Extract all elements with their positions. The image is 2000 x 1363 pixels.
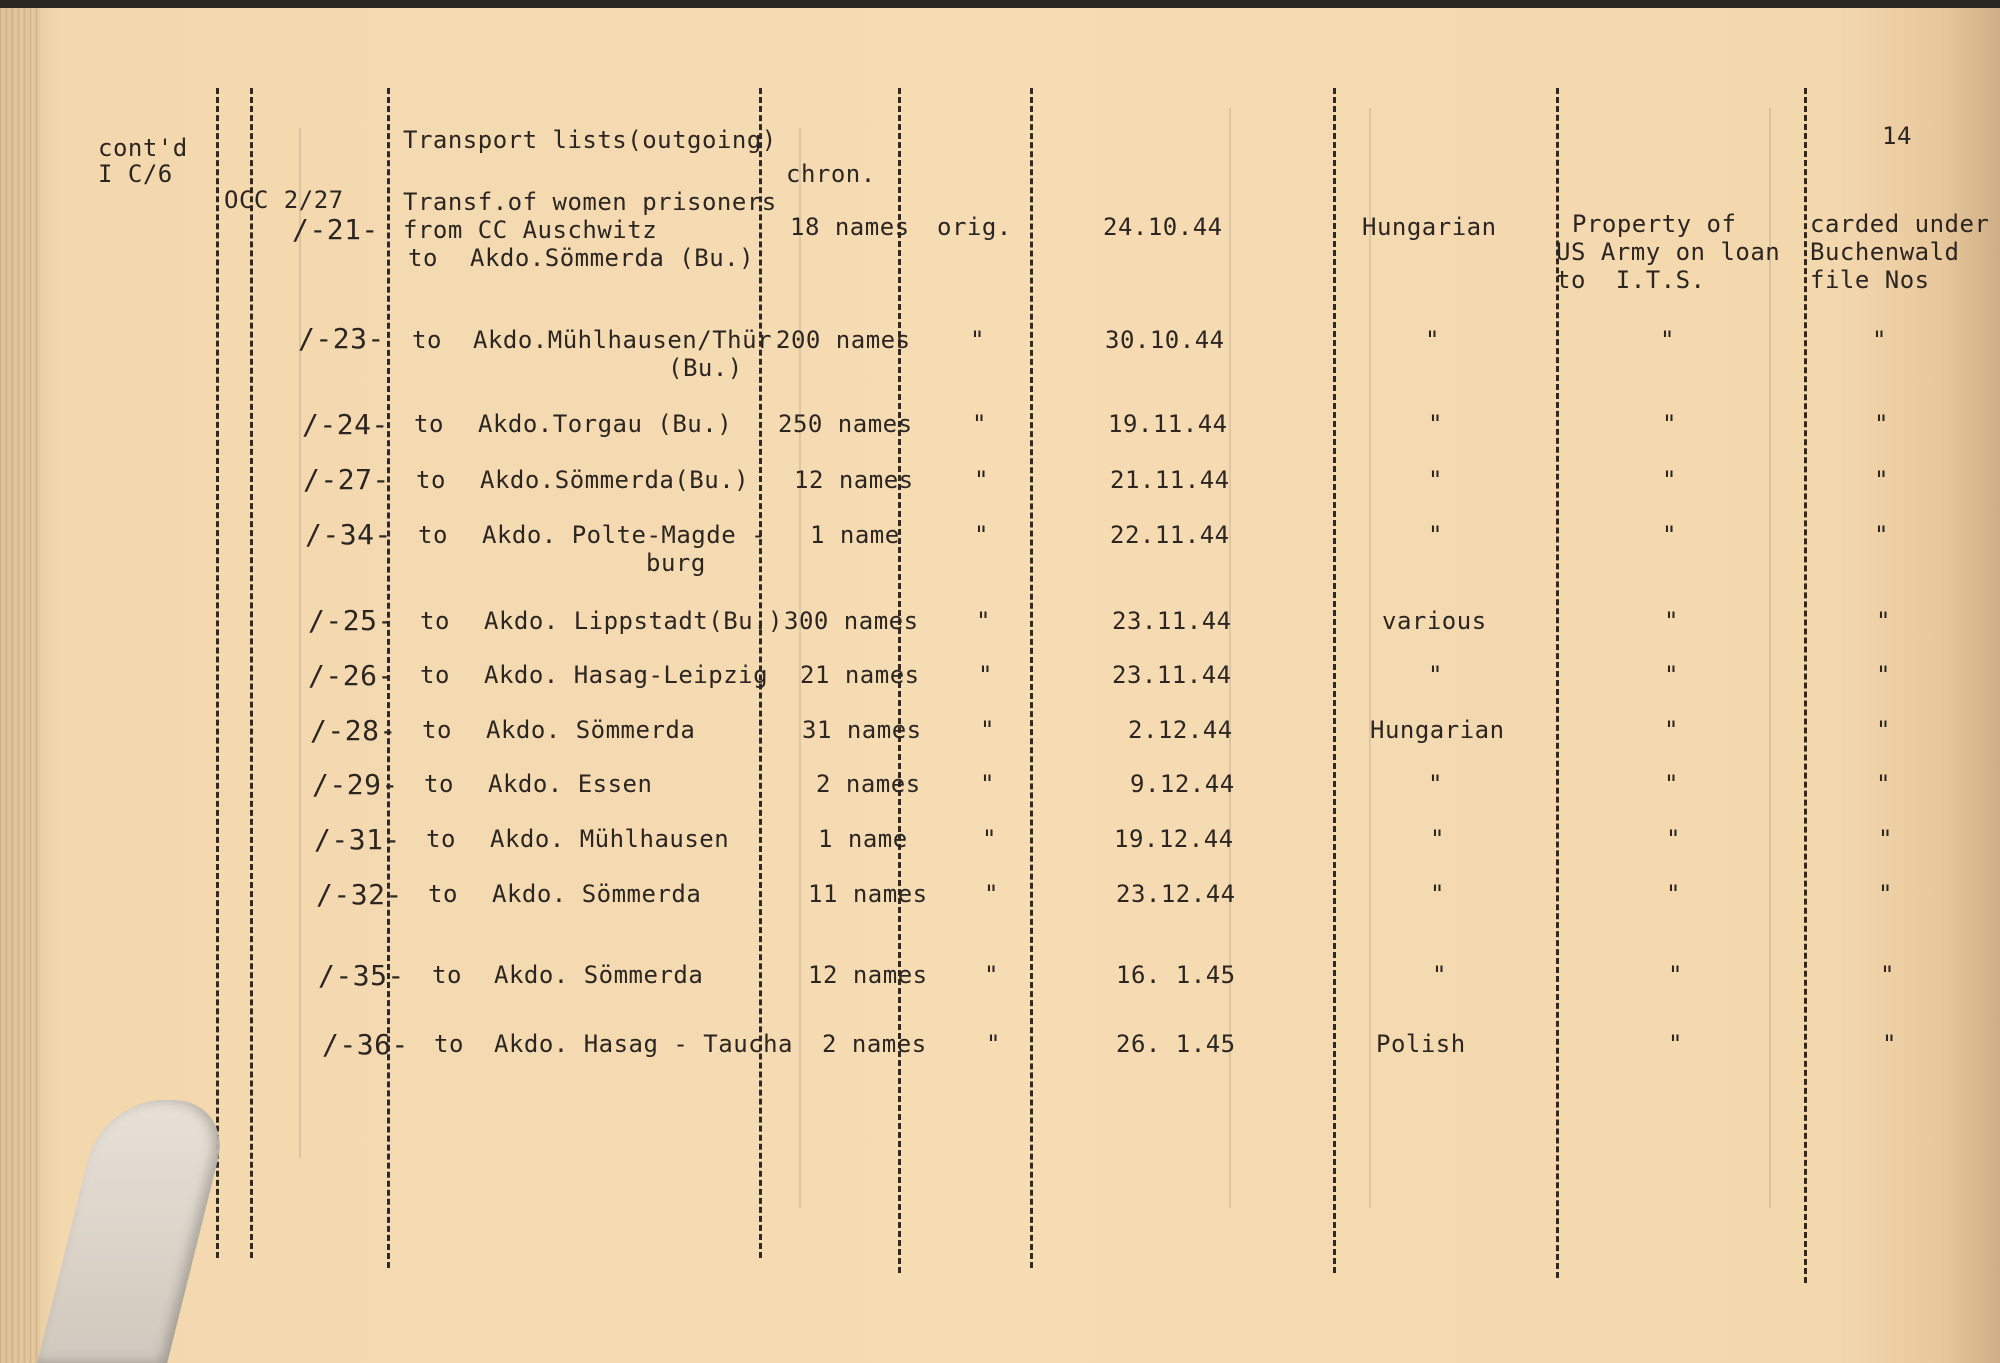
- property-ditto: ": [1666, 825, 1681, 853]
- carded-line-2: Buchenwald: [1810, 238, 1960, 266]
- property-ditto: ": [1664, 607, 1679, 635]
- transport-number: /-23-: [298, 322, 385, 355]
- name-count: 31 names: [802, 716, 922, 744]
- nationality: Hungarian: [1362, 213, 1497, 241]
- nationality: ": [1430, 880, 1445, 908]
- carded-ditto: ": [1878, 825, 1893, 853]
- transport-number: /-26-: [308, 659, 395, 692]
- orig-label: orig.: [937, 213, 1012, 241]
- date: 30.10.44: [1105, 326, 1225, 354]
- to-label: to: [426, 825, 456, 853]
- orig-ditto: ": [986, 1030, 1001, 1058]
- to-label: to: [428, 880, 458, 908]
- name-count: 2 names: [822, 1030, 927, 1058]
- name-count: 12 names: [808, 961, 928, 989]
- date: 22.11.44: [1110, 521, 1230, 549]
- description-line-1: Akdo. Polte-Magde -: [482, 521, 767, 549]
- to-label: to: [420, 661, 450, 689]
- page-edge: [0, 8, 40, 1363]
- column-rule-6: [1030, 88, 1033, 1268]
- description-line-2: burg: [646, 549, 706, 577]
- orig-ditto: ": [980, 716, 995, 744]
- nationality: ": [1430, 825, 1445, 853]
- orig-ditto: ": [974, 466, 989, 494]
- nationality: Polish: [1376, 1030, 1466, 1058]
- orig-ditto: ": [980, 770, 995, 798]
- nationality: ": [1425, 326, 1440, 354]
- carded-line-3: file Nos: [1810, 266, 1930, 294]
- name-count: 1 name: [810, 521, 900, 549]
- orig-ditto: ": [976, 607, 991, 635]
- orig-ditto: ": [972, 410, 987, 438]
- property-ditto: ": [1668, 1030, 1683, 1058]
- name-count: 300 names: [784, 607, 919, 635]
- nationality: ": [1428, 521, 1443, 549]
- to-label: to: [418, 521, 448, 549]
- column-rule-2: [250, 88, 253, 1258]
- date: 2.12.44: [1128, 716, 1233, 744]
- carded-ditto: ": [1880, 961, 1895, 989]
- carded-ditto: ": [1876, 607, 1891, 635]
- carded-ditto: ": [1872, 326, 1887, 354]
- transport-number: /-36-: [322, 1028, 409, 1061]
- property-ditto: ": [1660, 326, 1675, 354]
- description-line-1: Akdo. Hasag - Taucha: [494, 1030, 793, 1058]
- name-count: 21 names: [800, 661, 920, 689]
- to-label: to: [434, 1030, 464, 1058]
- date: 23.11.44: [1112, 607, 1232, 635]
- description-line-1: Akdo. Sömmerda: [494, 961, 704, 989]
- property-ditto: ": [1664, 716, 1679, 744]
- description-line-3: Akdo.Sömmerda (Bu.): [470, 244, 755, 272]
- description-line-1: Akdo. Hasag-Leipzig: [484, 661, 769, 689]
- carded-ditto: ": [1876, 770, 1891, 798]
- chron-label: chron.: [786, 160, 876, 188]
- name-count: 250 names: [778, 410, 913, 438]
- to-label: to: [432, 961, 462, 989]
- orig-ditto: ": [974, 521, 989, 549]
- date: 21.11.44: [1110, 466, 1230, 494]
- date: 16. 1.45: [1116, 961, 1236, 989]
- name-count: 18 names: [790, 213, 910, 241]
- nationality: ": [1432, 961, 1447, 989]
- date: 26. 1.45: [1116, 1030, 1236, 1058]
- transport-number: /-31-: [314, 823, 401, 856]
- description-line-2: (Bu.): [668, 354, 743, 382]
- file-ref: OCC 2/27: [224, 186, 344, 214]
- description-line-1: Transf.of women prisoners: [403, 188, 777, 216]
- name-count: 1 name: [818, 825, 908, 853]
- ledger-page: [0, 8, 2000, 1363]
- transport-number: /-29-: [312, 768, 399, 801]
- orig-ditto: ": [984, 880, 999, 908]
- description-line-1: Akdo. Sömmerda: [486, 716, 696, 744]
- nationality: ": [1428, 410, 1443, 438]
- property-line-2: US Army on loan: [1556, 238, 1781, 266]
- to-label: to: [420, 607, 450, 635]
- transport-number: /-24-: [302, 408, 389, 441]
- transport-number: /-35-: [318, 959, 405, 992]
- carded-ditto: ": [1874, 410, 1889, 438]
- description-line-2: from CC Auschwitz: [403, 216, 658, 244]
- name-count: 2 names: [816, 770, 921, 798]
- nationality: ": [1428, 661, 1443, 689]
- property-line-1: Property of: [1572, 210, 1737, 238]
- transport-number: /-34-: [305, 518, 392, 551]
- name-count: 11 names: [808, 880, 928, 908]
- date: 23.12.44: [1116, 880, 1236, 908]
- to-label: to: [408, 244, 438, 272]
- to-label: to: [412, 326, 442, 354]
- to-label: to: [416, 466, 446, 494]
- description-line-1: Akdo.Torgau (Bu.): [478, 410, 733, 438]
- carded-ditto: ": [1882, 1030, 1897, 1058]
- nationality: ": [1428, 466, 1443, 494]
- to-label: to: [414, 410, 444, 438]
- description-line-1: Akdo. Essen: [488, 770, 653, 798]
- description-line-1: Akdo. Mühlhausen: [490, 825, 730, 853]
- property-ditto: ": [1664, 770, 1679, 798]
- page-number: 14: [1882, 122, 1912, 150]
- section-label: I C/6: [98, 160, 173, 188]
- carded-ditto: ": [1876, 716, 1891, 744]
- column-rule-1: [216, 88, 219, 1258]
- carded-ditto: ": [1874, 466, 1889, 494]
- description-line-1: Akdo. Lippstadt(Bu.): [484, 607, 783, 635]
- orig-ditto: ": [978, 661, 993, 689]
- orig-ditto: ": [982, 825, 997, 853]
- nationality: Hungarian: [1370, 716, 1505, 744]
- transport-number: /-28-: [310, 714, 397, 747]
- name-count: 200 names: [776, 326, 911, 354]
- nationality: various: [1382, 607, 1487, 635]
- date: 9.12.44: [1130, 770, 1235, 798]
- transport-number: /-32-: [316, 878, 403, 911]
- date: 23.11.44: [1112, 661, 1232, 689]
- description-line-1: Akdo.Mühlhausen/Thür.: [473, 326, 787, 354]
- title: Transport lists(outgoing): [403, 126, 777, 154]
- date: 24.10.44: [1103, 213, 1223, 241]
- column-rule-7: [1333, 88, 1336, 1273]
- description-line-1: Akdo.Sömmerda(Bu.): [480, 466, 750, 494]
- transport-number: /-27-: [303, 463, 390, 496]
- nationality: ": [1428, 770, 1443, 798]
- property-ditto: ": [1666, 880, 1681, 908]
- to-label: to: [424, 770, 454, 798]
- property-line-3: to I.T.S.: [1556, 266, 1706, 294]
- property-ditto: ": [1668, 961, 1683, 989]
- column-rule-9: [1804, 88, 1807, 1283]
- to-label: to: [422, 716, 452, 744]
- date: 19.11.44: [1108, 410, 1228, 438]
- property-ditto: ": [1664, 661, 1679, 689]
- transport-number: /-25-: [308, 604, 395, 637]
- transport-number: /-21-: [292, 213, 379, 246]
- carded-ditto: ": [1874, 521, 1889, 549]
- orig-ditto: ": [970, 326, 985, 354]
- carded-ditto: ": [1876, 661, 1891, 689]
- carded-line-1: carded under: [1810, 210, 1990, 238]
- description-line-1: Akdo. Sömmerda: [492, 880, 702, 908]
- contd-label: cont'd: [98, 134, 188, 162]
- name-count: 12 names: [794, 466, 914, 494]
- orig-ditto: ": [984, 961, 999, 989]
- property-ditto: ": [1662, 521, 1677, 549]
- carded-ditto: ": [1878, 880, 1893, 908]
- property-ditto: ": [1662, 466, 1677, 494]
- date: 19.12.44: [1114, 825, 1234, 853]
- property-ditto: ": [1662, 410, 1677, 438]
